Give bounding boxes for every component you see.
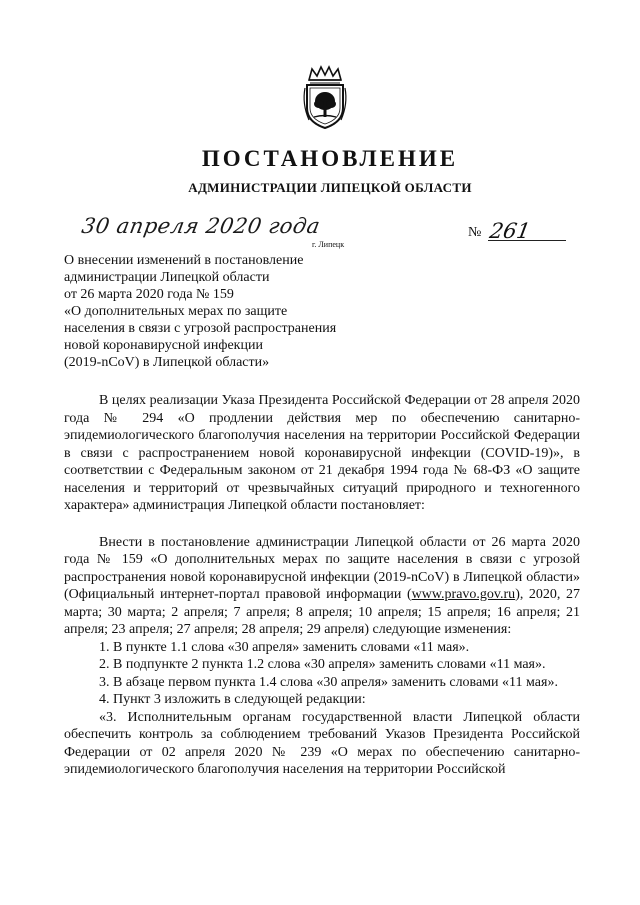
amendment-item: 4. Пункт 3 изложить в следующей редакции: xyxy=(99,692,366,707)
main-paragraph xyxy=(64,534,580,639)
lipetsk-coat-of-arms-icon xyxy=(299,64,351,130)
number-sign: № xyxy=(468,225,482,240)
amendment-item: 1. В пункте 1.1 слова «30 апреля» заменить словами «11 мая». xyxy=(99,639,470,655)
subject-line: населения в связи с угрозой распространения xyxy=(64,321,337,336)
preamble-paragraph: В целях реализации Указа Президента Российской Федерации от 28 апреля 2020 года № 294 «О продлении действия мер по обеспечению санитарно-эпидемиологического благополучия населения на территории Российской Федерации в связи с распространением новой коронавирусной инфекции (COVID-19)», в соответствии с Федеральным законом от 21 декабря 1994 года № 68-ФЗ «О защите населения и территорий от чрезвычайных ситуаций природного и техногенного характера» администрация Липецкой области постановляет: xyxy=(64,393,580,513)
handwritten-date: 30 апреля 2020 года xyxy=(79,214,323,238)
subject-block xyxy=(64,252,384,371)
document-number xyxy=(468,221,568,241)
subject-line: «О дополнительных мерах по защите xyxy=(64,304,288,319)
number-underline xyxy=(488,240,566,241)
document-subtitle: АДМИНИСТРАЦИИ ЛИПЕЦКОЙ ОБЛАСТИ xyxy=(188,180,472,195)
document-body xyxy=(64,392,580,779)
main-text-after-link: ), 2020, 27 марта; 30 марта; 2 апреля; 7 апреля; 8 апреля; 10 апреля; 15 апреля; 16 апреля; 21 апреля; 23 апреля; 27 апреля; 28 апреля; 29 апреля) следующие изменения: xyxy=(64,587,580,637)
pravo-gov-link[interactable]: www.pravo.gov.ru xyxy=(411,587,516,602)
subject-line: администрации Липецкой области xyxy=(64,270,270,285)
subject-line: новой коронавирусной инфекции xyxy=(64,338,263,353)
subject-line: О внесении изменений в постановление xyxy=(64,253,304,268)
subject-line: от 26 марта 2020 года № 159 xyxy=(64,287,234,302)
subject-line: (2019-nCoV) в Липецкой области» xyxy=(64,355,270,370)
document-title: ПОСТАНОВЛЕНИЕ xyxy=(201,146,459,171)
amendment-item: 3. В абзаце первом пункта 1.4 слова «30 апреля» заменить словами «11 мая». xyxy=(99,674,558,690)
handwritten-number: 261 xyxy=(487,219,533,243)
main-text-before-link: Внести в постановление администрации Липецкой области от 26 марта 2020 года № 159 «О дополнительных мерах по защите населения в связи с угрозой распространения новой коронавирусной инфекции (2019-nCoV) в Липецкой области» (Официальный интернет-портал правовой информации ( xyxy=(64,534,580,602)
city-label: г. Липецк xyxy=(312,240,345,249)
amendment-item: 2. В подпункте 2 пункта 1.2 слова «30 апреля» заменить словами «11 мая». xyxy=(99,657,546,672)
amendment-item: «3. Исполнительным органам государственной власти Липецкой области обеспечить контроль за соблюдением требований Указов Президента Российской Федерации от 02 апреля 2020 № 239 «О мерах по обеспечению санитарно-эпидемиологического благополучия населения на территории Российской xyxy=(64,709,580,777)
